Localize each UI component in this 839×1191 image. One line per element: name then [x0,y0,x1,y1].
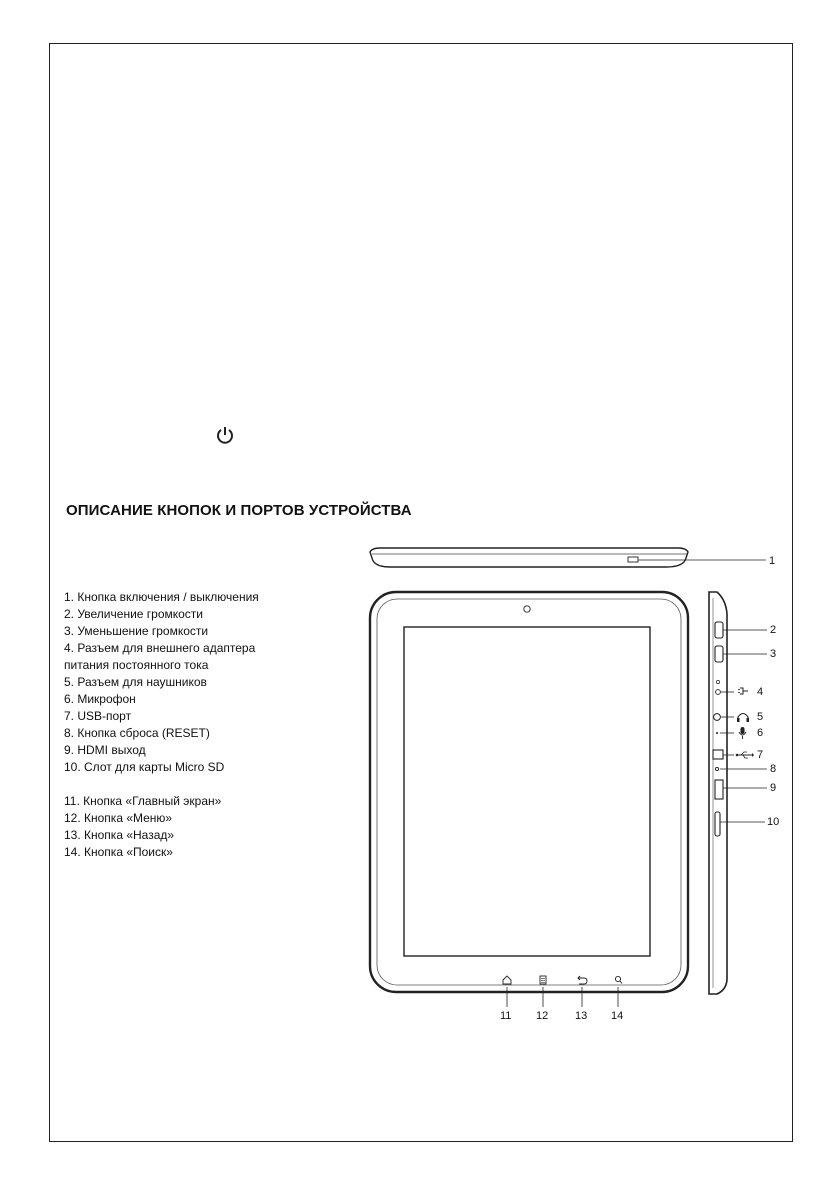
callout-3: 3 [770,648,777,660]
callout-11: 11 [500,1010,512,1022]
screen-area [404,627,650,956]
legend-item: 6. Микрофон [64,692,136,706]
legend-gap [64,776,259,793]
legend-item: 10. Слот для карты Micro SD [64,760,225,774]
device-diagram [360,540,790,1030]
callout-12: 12 [536,1010,549,1022]
side-view [709,592,767,994]
legend-item: 2. Увеличение громкости [64,607,204,621]
callout-7: 7 [757,749,764,761]
legend-item: 5. Разъем для наушников [64,675,207,689]
callout-4: 4 [757,686,764,698]
front-view [370,592,688,1007]
legend-item: 12. Кнопка «Меню» [64,811,173,825]
legend-item: 3. Уменьшение громкости [64,624,209,638]
microphone-icon [739,727,746,739]
callout-6: 6 [757,727,764,739]
device-drawing [360,540,790,1030]
dc-power-icon [738,688,748,694]
callout-2: 2 [770,624,777,636]
section-title: ОПИСАНИЕ КНОПОК И ПОРТОВ УСТРОЙСТВА [66,502,412,519]
headphones-icon [737,714,749,723]
legend-item: 7. USB-порт [64,709,132,723]
legend-item: 8. Кнопка сброса (RESET) [64,726,210,740]
legend-item: питания постоянного тока [64,658,209,672]
legend-item: 4. Разъем для внешнего адаптера [64,641,256,655]
legend-item: 14. Кнопка «Поиск» [64,845,173,859]
callout-10: 10 [767,816,780,828]
callout-5: 5 [757,711,764,723]
callout-1: 1 [769,555,776,567]
legend-item: 1. Кнопка включения / выключения [64,590,259,604]
callout-9: 9 [770,782,777,794]
callout-8: 8 [770,763,777,775]
callout-14: 14 [611,1010,624,1022]
legend-item: 9. HDMI выход [64,743,146,757]
top-edge-view [370,548,766,567]
legend-item: 13. Кнопка «Назад» [64,828,175,842]
legend-item: 11. Кнопка «Главный экран» [64,794,222,808]
usb-icon [736,752,754,758]
callout-13: 13 [575,1010,588,1022]
power-icon [215,425,235,445]
legend [64,589,259,861]
